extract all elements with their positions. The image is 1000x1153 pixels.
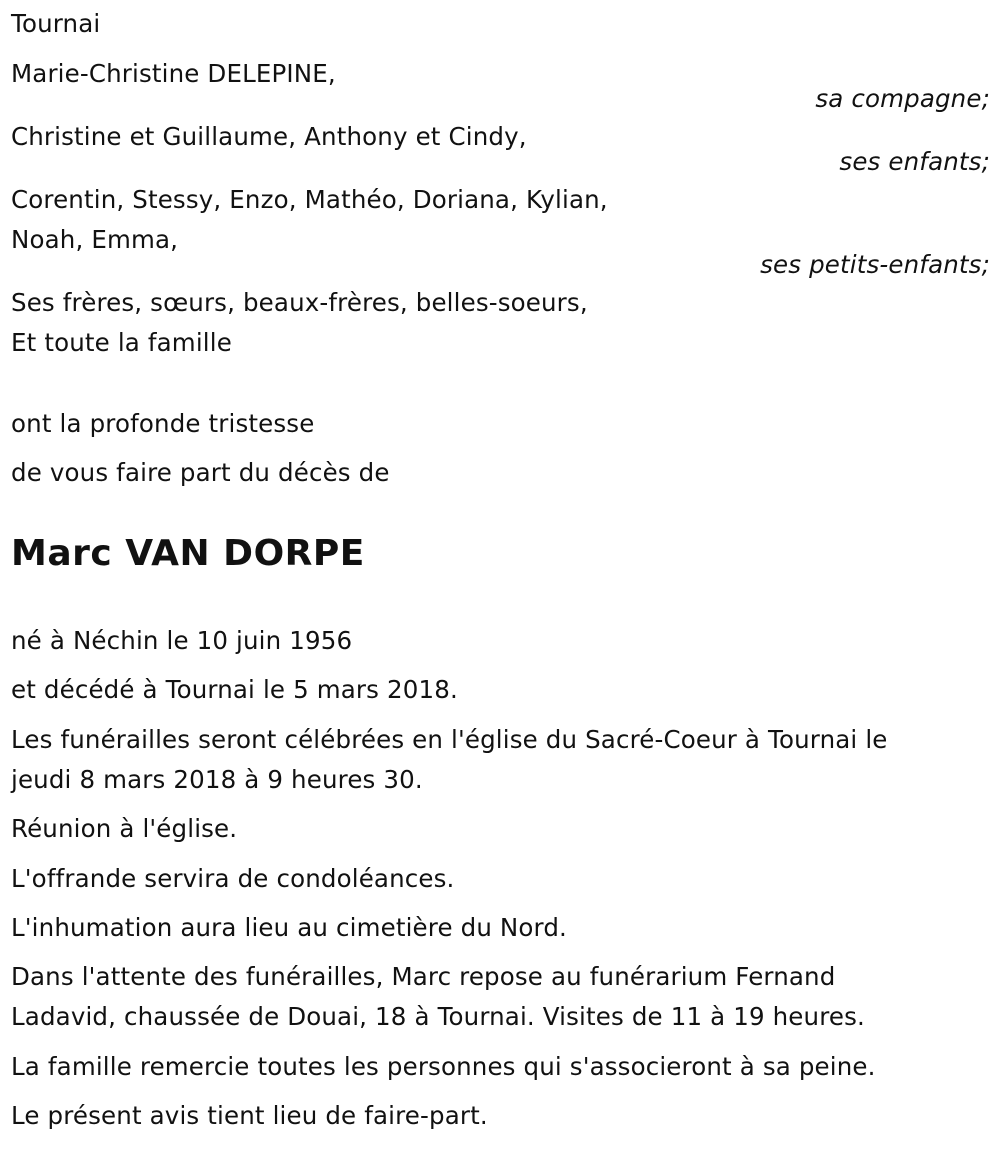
children-role: ses enfants; xyxy=(839,147,990,176)
rest-line2: Ladavid, chaussée de Douai, 18 à Tournai. Visites de 11 à 19 heures. xyxy=(11,1002,865,1031)
city-heading: Tournai xyxy=(11,9,101,38)
offering-line: L'offrande servira de condoléances. xyxy=(11,864,455,893)
funeral-line2: jeudi 8 mars 2018 à 9 heures 30. xyxy=(11,765,423,794)
announcement-line2: de vous faire part du décès de xyxy=(11,458,390,487)
announcement-line1: ont la profonde tristesse xyxy=(11,409,315,438)
deceased-name: Marc VAN DORPE xyxy=(11,533,365,574)
notice-line: Le présent avis tient lieu de faire-part. xyxy=(11,1101,488,1130)
grandchildren-names-line2: Noah, Emma, xyxy=(11,225,179,254)
meeting-line: Réunion à l'église. xyxy=(11,814,238,843)
rest-line1: Dans l'attente des funérailles, Marc repose au funérarium Fernand xyxy=(11,962,836,991)
partner-role: sa compagne; xyxy=(815,84,990,113)
thanks-line: La famille remercie toutes les personnes qui s'associeront à sa peine. xyxy=(11,1052,876,1081)
grandchildren-role: ses petits-enfants; xyxy=(760,250,990,279)
children-names: Christine et Guillaume, Anthony et Cindy, xyxy=(11,122,527,151)
grandchildren-names-line1: Corentin, Stessy, Enzo, Mathéo, Doriana, Kylian, xyxy=(11,185,608,214)
birth-line: né à Néchin le 10 juin 1956 xyxy=(11,626,353,655)
funeral-line1: Les funérailles seront célébrées en l'église du Sacré-Coeur à Tournai le xyxy=(11,725,888,754)
family-line: Et toute la famille xyxy=(11,328,232,357)
death-line: et décédé à Tournai le 5 mars 2018. xyxy=(11,675,458,704)
burial-line: L'inhumation aura lieu au cimetière du Nord. xyxy=(11,913,567,942)
partner-name: Marie-Christine DELEPINE, xyxy=(11,59,336,88)
siblings-line: Ses frères, sœurs, beaux-frères, belles-soeurs, xyxy=(11,288,588,317)
